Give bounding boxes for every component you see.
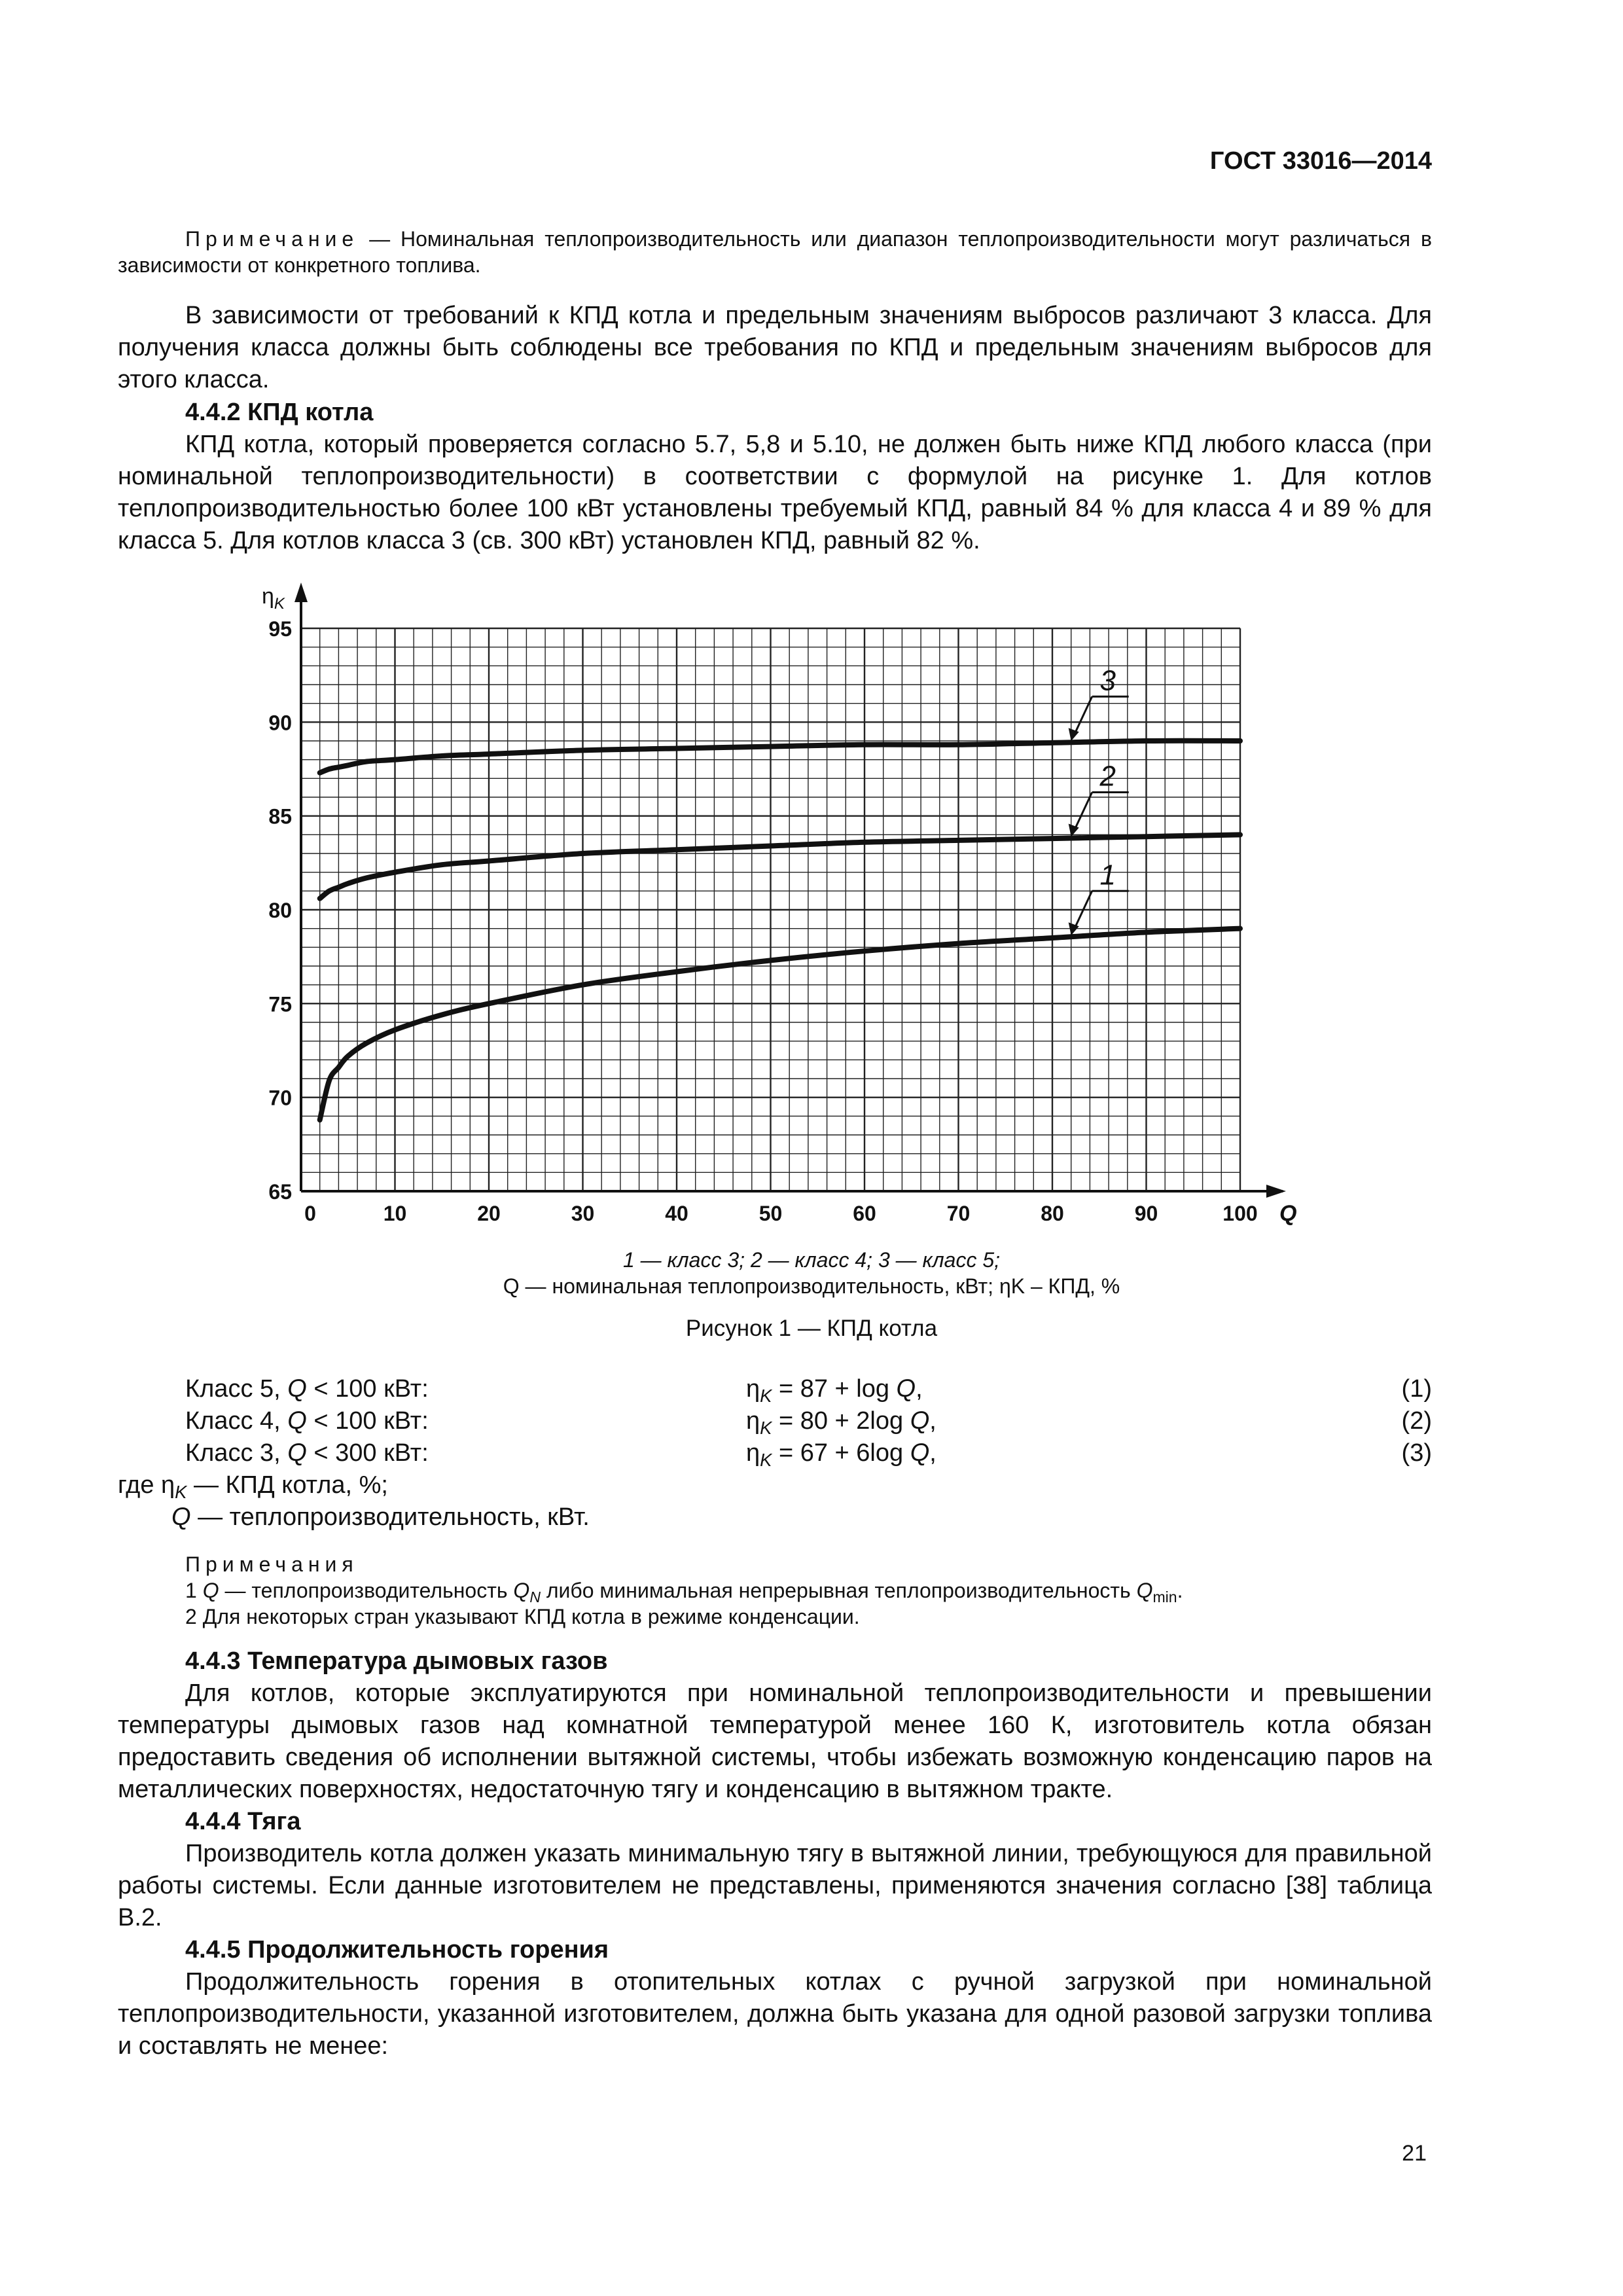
x-tick-label: 10 — [383, 1202, 407, 1225]
formula-2-number: (2) — [1401, 1407, 1432, 1435]
callout-label-3: 3 — [1099, 664, 1116, 697]
chart-legend-line-1: 1 — класс 3; 2 — класс 4; 3 — класс 5; — [622, 1248, 1001, 1272]
y-axis-label: $\eta_K$ — [262, 584, 285, 613]
chart-tick-labels — [262, 584, 1296, 1226]
section-4-4-5-text: Продолжительность горения в отопительных котлах с ручной загрузкой при номинальной теплопроизводительности, указанной изготовителем, должна быть указана для одной разовой загрузки топлива и составлять не менее: — [118, 1968, 1432, 2060]
efficiency-chart — [249, 576, 1309, 1230]
section-4-4-2-text: КПД котла, который проверяется согласно 5.7, 5,8 и 5.10, не должен быть ниже КПД любого класса (при номинальной теплопроизводительности) в соответствии с формулой на рисунке 1. Для котлов теплопроизводительностью более 100 кВт установлены требуемый КПД, равный 84 % для класса 4 и 89 % для класса 5. Для котлов класса 3 (св. 300 кВт) установлен КПД, равный 82 %. — [118, 431, 1432, 554]
chart-axes — [294, 583, 1286, 1198]
x-axis-label: Q — [1279, 1201, 1297, 1226]
y-tick-label: 85 — [268, 804, 292, 829]
y-tick-label: 90 — [268, 711, 292, 735]
section-4-4-5-title: 4.4.5 Продолжительность горения — [185, 1936, 609, 1964]
formula-3-condition: Класс 3, Q < 300 кВт: — [185, 1439, 429, 1467]
formula-2-condition: Класс 4, Q < 100 кВт: — [185, 1407, 429, 1435]
where-line-1: где $\eta_K$ — КПД котла, %; — [118, 1471, 388, 1503]
section-4-4-3-text: Для котлов, которые эксплуатируются при номинальной теплопроизводительности и превышении температуры дымовых газов над комнатной температурой менее 160 К, изготовитель котла обязан предоставить сведения об исполнении вытяжной системы, чтобы избежать возможную конденсацию паров на металлических поверхностях, недостаточную тягу и конденсацию в вытяжном тракте. — [118, 1679, 1432, 1803]
section-4-4-4-title: 4.4.4 Тяга — [185, 1808, 301, 1835]
chart-grid — [301, 628, 1240, 1191]
note-label: Примечание — [185, 227, 359, 251]
where-line-2: Q — теплопроизводительность, кВт. — [171, 1503, 590, 1531]
section-4-4-4-text: Производитель котла должен указать минимальную тягу в вытяжной линии, требующуюся для правильной работы системы. Если данные изготовителем не представлены, применяются значения согласно [38] таблица В.2. — [118, 1840, 1432, 1931]
x-tick-label: 80 — [1041, 1202, 1064, 1225]
x-tick-label: 60 — [853, 1202, 876, 1225]
y-axis-arrow — [294, 583, 308, 602]
note-top — [118, 226, 1432, 278]
callout-leader-1 — [1074, 891, 1092, 930]
x-tick-label: 30 — [571, 1202, 595, 1225]
y-tick-label: 65 — [268, 1180, 292, 1204]
callout-label-1: 1 — [1099, 859, 1116, 891]
document-number-header: ГОСТ 33016—2014 — [1209, 147, 1432, 175]
formula-3-number: (3) — [1401, 1439, 1432, 1467]
formula-2-expression: $\eta_K = 80 + 2\log$ Q, — [746, 1407, 936, 1439]
curve-series-1 — [320, 929, 1240, 1120]
x-tick-label: 0 — [304, 1202, 316, 1225]
x-tick-label: 20 — [477, 1202, 501, 1225]
callout-label-2: 2 — [1099, 760, 1116, 793]
x-axis-arrow — [1266, 1185, 1286, 1198]
notes-label: Примечания — [185, 1552, 359, 1576]
formula-1-number: (1) — [1401, 1375, 1432, 1403]
note-2: 2 Для некоторых стран указывают КПД котла в режиме конденсации. — [185, 1605, 860, 1628]
paragraph-classes: В зависимости от требований к КПД котла и предельным значениям выбросов различают 3 класса. Для получения класса должны быть соблюдены все требования по КПД и предельным значениям выбросов для этого класса. — [118, 302, 1432, 393]
figure-caption: Рисунок 1 — КПД котла — [685, 1316, 938, 1341]
callout-leader-3 — [1074, 696, 1092, 736]
callout-leader-2 — [1074, 792, 1092, 831]
chart-callouts — [1069, 664, 1129, 935]
x-tick-label: 70 — [946, 1202, 971, 1225]
x-tick-label: 50 — [758, 1202, 783, 1225]
section-4-4-3-title: 4.4.3 Температура дымовых газов — [185, 1647, 608, 1675]
x-tick-label: 90 — [1134, 1202, 1158, 1225]
formula-1-expression: $\eta_K = 87 + \log Q$, — [746, 1375, 923, 1407]
note-1: 1 Q — теплопроизводительность $Q_N$ либо минимальная непрерывная теплопроизводительность $Q_{min}$. — [185, 1579, 1183, 1605]
formula-1-condition: Класс 5, Q < 100 кВт: — [185, 1375, 429, 1403]
note-text: — Номинальная теплопроизводительность или диапазон теплопроизводительности могут различаться в зависимости от конкретного топлива. — [118, 227, 1432, 277]
y-tick-label: 80 — [268, 899, 292, 922]
chart-legend-line-2: Q — номинальная теплопроизводительность, кВт; ηK – КПД, % — [503, 1274, 1120, 1298]
y-tick-label: 75 — [268, 992, 292, 1016]
y-tick-label: 95 — [268, 617, 292, 641]
y-tick-label: 70 — [268, 1086, 292, 1110]
page-number: 21 — [1402, 2141, 1427, 2166]
x-tick-label: 100 — [1222, 1202, 1258, 1225]
x-tick-label: 40 — [665, 1202, 688, 1225]
formula-3-expression: $\eta_K = 67 + 6\log$ Q, — [746, 1439, 936, 1471]
section-4-4-2-title: 4.4.2 КПД котла — [185, 399, 374, 426]
